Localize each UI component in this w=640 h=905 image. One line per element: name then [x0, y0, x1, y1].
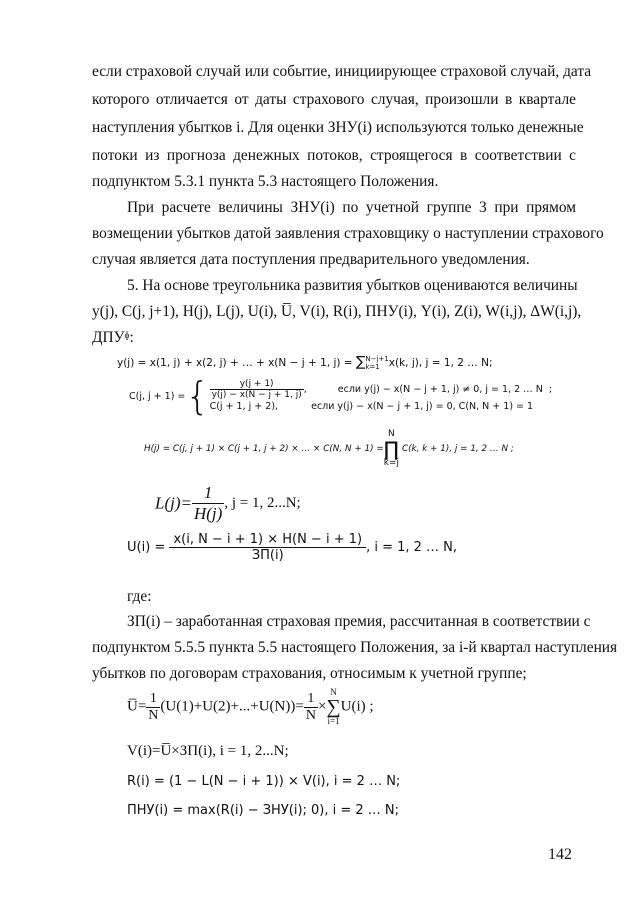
- formula-yj: y(j) = x(1, j) + x(2, j) + … + x(N − j + 1, j) = ∑ N−j+1 k=1 x(k, j), j = 1, 2 … N;: [117, 354, 493, 371]
- text-line: ДПУᶲ:: [92, 329, 134, 346]
- text-line: возмещении убытков датой заявления страховщику о наступлении страхового: [92, 225, 604, 242]
- text-line: наступления убытков i. Для оценки ЗНУ(i) используются только денежные: [92, 119, 584, 136]
- formula-cj: C(j, j + 1) ={ $\frac{y(j + 1)}{y(j) - x(N - j + 1, j)}$ , если y(j) − x(N − j + 1, j) ≠ 0, j = 1, 2 … N ; C(j + 1, j + 2), если y(j) − x(N − j + 1, j) = 0, C(N, N + 1) = 1: [129, 374, 553, 418]
- formula-lj: L(j)= $\frac{1}{H(j)}$ , j = 1, 2...N;: [155, 483, 301, 523]
- formula-ri: R(i) = (1 − L(N − i + 1)) × V(i), i = 2 … N;: [127, 774, 401, 789]
- formula-ui: U(i) = $\frac{x(i, N - i + 1) \times H(N - i + 1)}{ЗП(i)}$ , i = 1, 2 … N,: [127, 532, 458, 563]
- text-line: подпунктом 5.5.5 пункта 5.5 настоящего Положения, за i-й квартал наступления: [92, 639, 618, 656]
- where-label: где:: [127, 588, 152, 605]
- text-line: 5. На основе треугольника развития убытков оцениваются величины: [127, 277, 578, 294]
- formula-ubar: U̅= $\frac{1}{N}$ (U(1)+U(2)+...+U(N))= $\frac{1}{N}$ ×N ∑ i=1U(i) ;: [127, 687, 374, 726]
- formula-vi: V(i)=U̅×ЗП(i), i = 1, 2...N;: [127, 743, 289, 759]
- formula-pnu: ПНУ(i) = max(R(i) − ЗНУ(i); 0), i = 2 … N;: [127, 803, 400, 818]
- text-line: подпунктом 5.3.1 пункта 5.3 настоящего Положения.: [92, 173, 439, 190]
- text-line: потоки из прогноза денежных потоков, строящегося в соответствии с: [92, 147, 576, 164]
- text-line: убытков по договорам страхования, относимым к учетной группе;: [92, 665, 527, 682]
- page-number: 142: [548, 846, 572, 863]
- text-line: y(j), C(j, j+1), H(j), L(j), U(i), U̅, V(i), R(i), ПНУ(i), Y(i), Z(i), W(i,j), ΔW(i,j),: [92, 303, 582, 320]
- text-line: если страховой случай или событие, инициирующее страховой случай, дата: [92, 63, 592, 80]
- text-line: случая является дата поступления предварительного уведомления.: [92, 251, 530, 268]
- formula-hj: H(j) = C(j, j + 1) × C(j + 1, j + 2) × … × C(N, N + 1) =N ∏ k=jC(k, k + 1), j = 1, 2 … N ;: [144, 429, 514, 468]
- text-line: которого отличается от даты страхового случая, произошли в квартале: [92, 91, 576, 108]
- text-line: ЗП(i) – заработанная страховая премия, рассчитанная в соответствии с: [127, 613, 591, 630]
- text-line: При расчете величины ЗНУ(i) по учетной группе 3 при прямом: [127, 199, 576, 216]
